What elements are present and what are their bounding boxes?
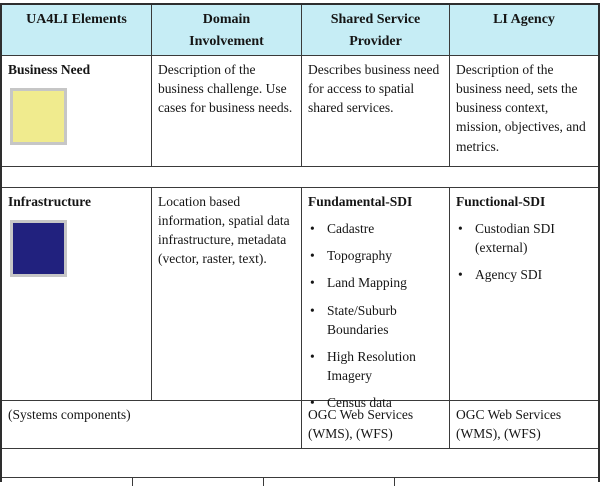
business-need-label: Business Need xyxy=(8,62,91,77)
cell-systems-components-shared-service-provider: OGC Web Services (WMS), (WFS) xyxy=(301,401,449,448)
partial-cell xyxy=(132,478,263,486)
ua4li-elements-table xyxy=(0,3,600,482)
header-row xyxy=(2,5,598,56)
infrastructure-color-swatch xyxy=(10,220,67,277)
cell-systems-components-label: (Systems components) xyxy=(8,407,131,422)
business-need-color-swatch xyxy=(10,88,67,145)
cell-business-need-domain-involvement: Description of the business challenge. Use cases for business needs. xyxy=(151,56,301,166)
spacer-row-2 xyxy=(2,449,598,478)
row-business-need xyxy=(2,56,598,167)
list-item: • Cadastre xyxy=(310,219,442,238)
spacer-row-1 xyxy=(2,167,598,188)
header-domain-involvement: Domain Involvement xyxy=(151,5,301,55)
partial-bottom-row xyxy=(2,478,598,486)
row-infrastructure xyxy=(2,188,598,411)
header-shared-service-provider: Shared Service Provider xyxy=(301,5,449,55)
cell-infrastructure-li-agency xyxy=(449,188,598,400)
cell-business-need-shared-service-provider: Describes business need for access to spatial shared services. xyxy=(301,56,449,166)
cell-systems-components-li-agency: OGC Web Services (WMS), (WFS) xyxy=(449,401,598,448)
list-item: • High Resolution Imagery xyxy=(310,347,442,385)
list-item: • Census data xyxy=(310,393,442,412)
list-item: • Agency SDI xyxy=(458,265,591,284)
row-systems-components xyxy=(2,401,598,449)
list-item: • Land Mapping xyxy=(310,273,442,292)
cell-infrastructure-element xyxy=(2,188,151,400)
header-li-agency: LI Agency xyxy=(449,5,598,55)
infrastructure-label: Infrastructure xyxy=(8,194,91,209)
header-ua4li-elements: UA4LI Elements xyxy=(26,12,127,27)
cell-business-need-li-agency: Description of the business need, sets the business context, mission, objectives, and metrics. xyxy=(449,56,598,166)
fundamental-sdi-heading: Fundamental-SDI xyxy=(308,194,413,209)
cell-infrastructure-shared-service-provider xyxy=(301,188,449,411)
functional-sdi-heading: Functional-SDI xyxy=(456,194,546,209)
list-item: • Topography xyxy=(310,246,442,265)
spacer-cell xyxy=(2,449,598,477)
partial-cell xyxy=(2,478,132,486)
partial-cell xyxy=(263,478,394,486)
cell-business-need-element xyxy=(2,56,151,166)
partial-cell xyxy=(394,478,598,486)
list-item: • State/Suburb Boundaries xyxy=(310,301,442,339)
list-item: • Custodian SDI (external) xyxy=(458,219,591,257)
spacer-cell xyxy=(2,167,598,187)
cell-infrastructure-domain-involvement: Location based information, spatial data infrastructure, metadata (vector, raster, text). xyxy=(151,188,301,400)
